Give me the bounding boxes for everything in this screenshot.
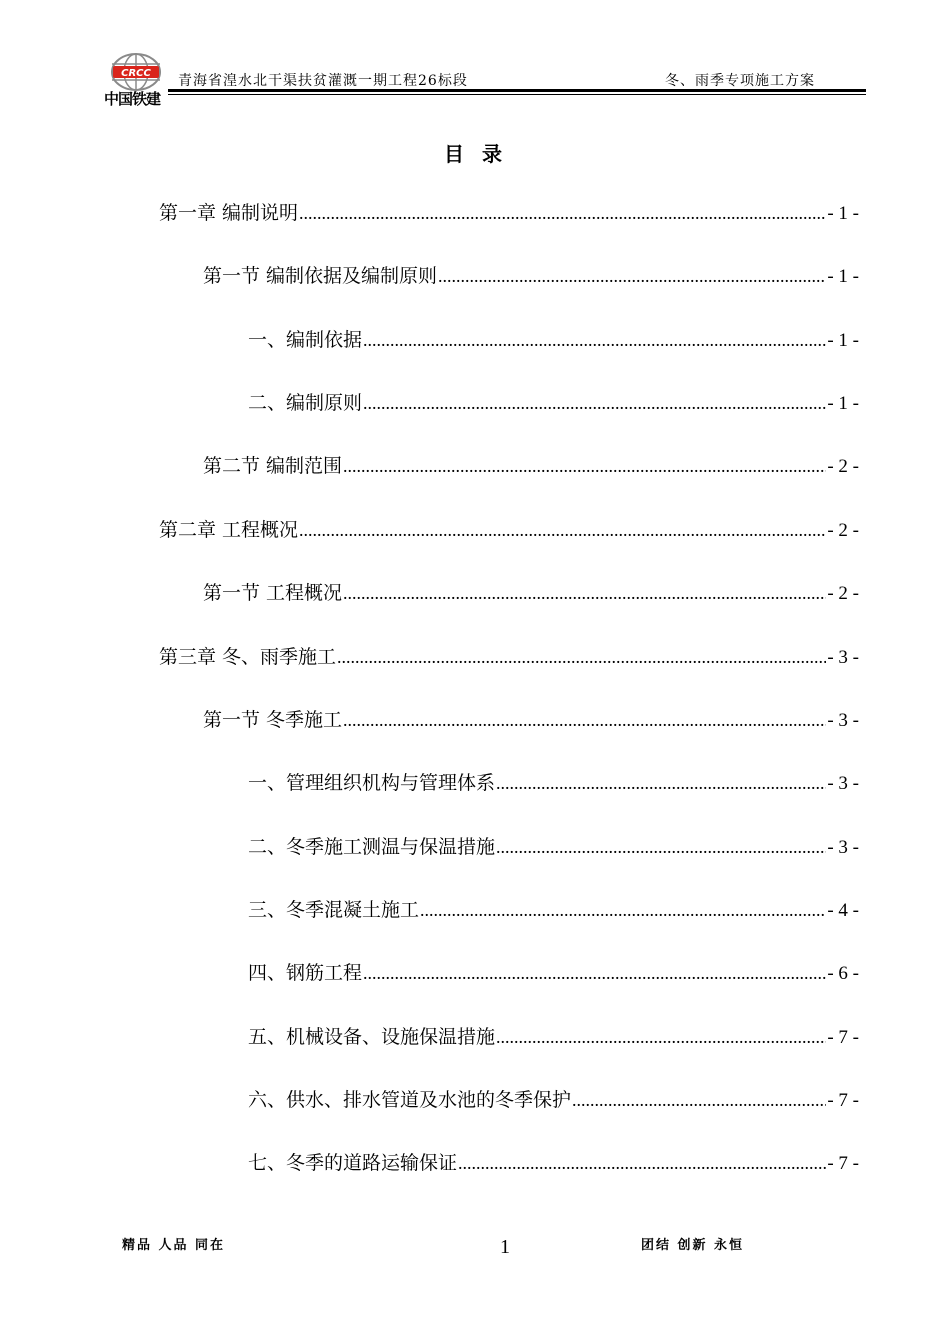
toc-entry[interactable] — [203, 261, 859, 291]
toc-leader-dots — [496, 1022, 826, 1052]
toc-entry-page: - 1 - — [827, 203, 859, 224]
toc-entry-text: 第一节 编制依据及编制原则 — [203, 265, 438, 287]
header-plan-name: 冬、雨季专项施工方案 — [665, 73, 815, 89]
toc-entry-page: - 1 - — [827, 266, 859, 287]
toc-leader-dots — [363, 958, 826, 988]
toc-entry-page: - 3 - — [827, 710, 859, 731]
toc-leader-dots — [343, 705, 826, 735]
logo-company-name: 中国铁建 — [104, 90, 161, 108]
toc-entry-text: 第一节 工程概况 — [203, 582, 343, 604]
toc-entry-text: 第一章 编制说明 — [159, 202, 299, 224]
toc-entry[interactable] — [203, 451, 859, 481]
toc-entry-text: 三、冬季混凝土施工 — [248, 899, 420, 921]
toc-entry[interactable] — [159, 515, 859, 545]
logo-mark-text: CRCC — [121, 68, 151, 79]
toc-entry-text: 一、编制依据 — [248, 329, 363, 351]
toc-entry-text: 六、供水、排水管道及水池的冬季保护 — [248, 1089, 572, 1111]
toc-leader-dots — [458, 1148, 826, 1178]
toc-entry[interactable] — [248, 388, 859, 418]
footer-page-number: 1 — [500, 1236, 510, 1258]
toc-entry-page: - 7 - — [827, 1027, 859, 1048]
toc-entry-text: 第二节 编制范围 — [203, 455, 343, 477]
toc-entry[interactable] — [248, 1148, 859, 1178]
toc-leader-dots — [363, 388, 826, 418]
footer-motto-right: 团结 创新 永恒 — [641, 1238, 745, 1253]
toc-entry-page: - 3 - — [827, 647, 859, 668]
toc-entry-text: 四、钢筋工程 — [248, 962, 363, 984]
toc-entry[interactable] — [248, 1022, 859, 1052]
toc-leader-dots — [572, 1085, 826, 1115]
toc-leader-dots — [438, 261, 826, 291]
toc-entry-page: - 2 - — [827, 520, 859, 541]
toc-entry-text: 七、冬季的道路运输保证 — [248, 1152, 458, 1174]
footer-motto-left: 精品 人品 同在 — [122, 1238, 226, 1253]
toc-entry-text: 第二章 工程概况 — [159, 519, 299, 541]
toc-entry-page: - 2 - — [827, 456, 859, 477]
toc-entry-page: - 7 - — [827, 1153, 859, 1174]
toc-leader-dots — [496, 832, 826, 862]
toc-entry[interactable] — [203, 578, 859, 608]
toc-leader-dots — [299, 198, 826, 228]
toc-entry-page: - 7 - — [827, 1090, 859, 1111]
toc-leader-dots — [299, 515, 826, 545]
toc-entry[interactable] — [248, 768, 859, 798]
toc-entry-page: - 1 - — [827, 330, 859, 351]
toc-entry-text: 第一节 冬季施工 — [203, 709, 343, 731]
toc-entry[interactable] — [248, 832, 859, 862]
toc-entry-page: - 3 - — [827, 837, 859, 858]
toc-entry-text: 第三章 冬、雨季施工 — [159, 646, 337, 668]
toc-entry-page: - 3 - — [827, 773, 859, 794]
toc-entry[interactable] — [248, 958, 859, 988]
toc-leader-dots — [337, 642, 826, 672]
toc-entry-page: - 6 - — [827, 963, 859, 984]
toc-entry[interactable] — [248, 325, 859, 355]
toc-leader-dots — [343, 451, 826, 481]
toc-entry[interactable] — [159, 198, 859, 228]
toc-entry-page: - 2 - — [827, 583, 859, 604]
toc-entry[interactable] — [248, 1085, 859, 1115]
toc-entry[interactable] — [159, 642, 859, 672]
toc-entry-text: 五、机械设备、设施保温措施 — [248, 1026, 496, 1048]
toc-title: 目录 — [444, 142, 520, 166]
toc-leader-dots — [363, 325, 826, 355]
toc-entry-text: 一、管理组织机构与管理体系 — [248, 772, 496, 794]
toc-entry-page: - 4 - — [827, 900, 859, 921]
toc-leader-dots — [496, 768, 826, 798]
toc-entry-text: 二、编制原则 — [248, 392, 363, 414]
toc-leader-dots — [420, 895, 826, 925]
toc-entry[interactable] — [248, 895, 859, 925]
toc-entry[interactable] — [203, 705, 859, 735]
toc-entry-page: - 1 - — [827, 393, 859, 414]
toc-entry-text: 二、冬季施工测温与保温措施 — [248, 836, 496, 858]
header-project-name: 青海省湟水北干渠扶贫灌溉一期工程26标段 — [178, 73, 468, 89]
toc-leader-dots — [343, 578, 826, 608]
